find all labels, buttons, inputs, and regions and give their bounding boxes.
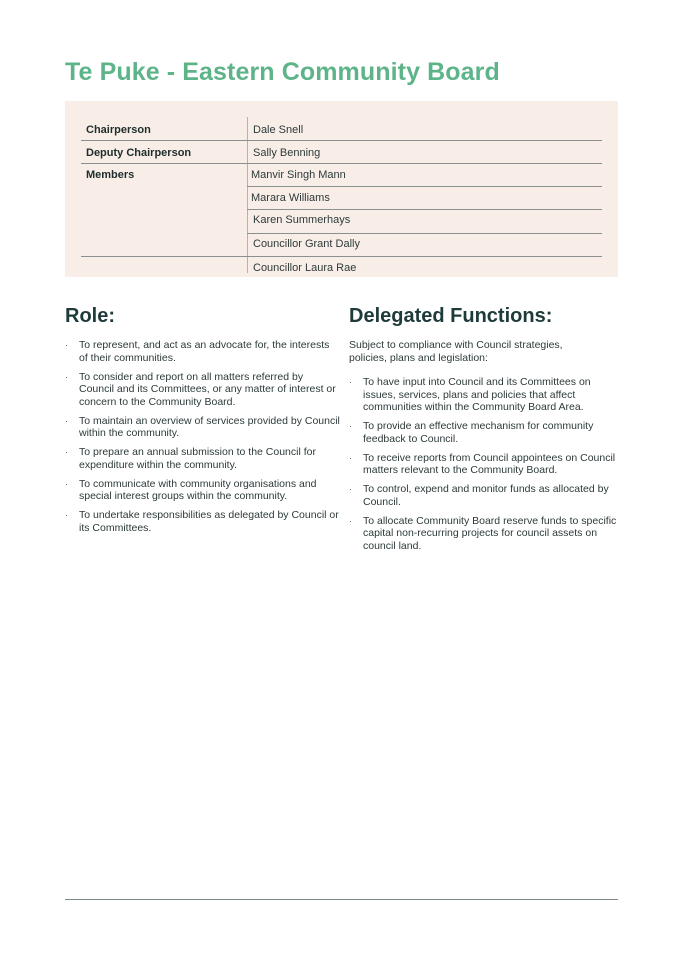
member-name: Councillor Grant Dally	[253, 238, 360, 250]
bullet: ·	[65, 415, 68, 426]
member-name: Councillor Laura Rae	[253, 262, 357, 274]
list-item: · To undertake responsibilities as delegated by Council or its Committees.	[65, 509, 339, 534]
role-heading: Role:	[65, 305, 115, 327]
bullet: ·	[349, 484, 352, 494]
row-divider	[81, 256, 602, 257]
list-item: · To consider and report on all matters referred by Council and its Committees, or any matter of interest or concern to the Community Board.	[65, 370, 336, 408]
row-divider	[247, 209, 602, 210]
row-divider	[81, 140, 602, 141]
role-list	[65, 339, 340, 541]
delegated-functions-heading: Delegated Functions:	[349, 305, 553, 327]
chairperson-name: Dale Snell	[253, 124, 304, 136]
bullet: ·	[349, 421, 352, 431]
list-item: · To receive reports from Council appointees on Council matters relevant to the Community Board.	[349, 451, 616, 476]
footer-divider	[65, 899, 618, 900]
row-divider	[247, 233, 602, 234]
delegated-list	[349, 376, 619, 559]
bullet: ·	[65, 340, 68, 350]
members-label: Members	[86, 169, 135, 181]
chairperson-label: Chairperson	[86, 124, 151, 136]
member-name: Manvir Singh Mann	[251, 169, 346, 181]
bullet: ·	[65, 478, 68, 489]
row-divider	[81, 163, 602, 164]
member-name: Marara Williams	[251, 192, 330, 204]
list-item: · To provide an effective mechanism for community feedback to Council.	[349, 420, 594, 445]
list-item: · To allocate Community Board reserve funds to specific capital non-recurring projects for council assets on council land.	[349, 514, 617, 552]
delegated-intro: Subject to compliance with Council strategies, policies, plans and legislation:	[349, 339, 563, 364]
list-item: · To represent, and act as an advocate for, the interests of their communities.	[65, 339, 330, 364]
list-item: · To communicate with community organisations and special interest groups within the community.	[65, 477, 317, 502]
list-item: · To maintain an overview of services provided by Council within the community.	[65, 414, 340, 439]
list-item: · To have input into Council and its Committees on issues, services, plans and policies that affect communities within the Community Board Area.	[349, 376, 591, 413]
bullet: ·	[65, 510, 68, 520]
bullet: ·	[349, 452, 352, 463]
bullet: ·	[65, 447, 68, 457]
list-item: · To control, expend and monitor funds as allocated by Council.	[349, 483, 609, 508]
page-title: Te Puke - Eastern Community Board	[65, 58, 500, 86]
list-item: · To prepare an annual submission to the Council for expenditure within the community.	[65, 446, 316, 471]
deputy-chairperson-name: Sally Benning	[253, 147, 321, 159]
bullet: ·	[349, 377, 352, 387]
bullet: ·	[65, 371, 68, 382]
row-divider	[247, 186, 602, 187]
member-name: Karen Summerhays	[253, 214, 351, 226]
bullet: ·	[349, 515, 352, 526]
deputy-chairperson-label: Deputy Chairperson	[86, 147, 192, 159]
members-table	[65, 101, 618, 277]
